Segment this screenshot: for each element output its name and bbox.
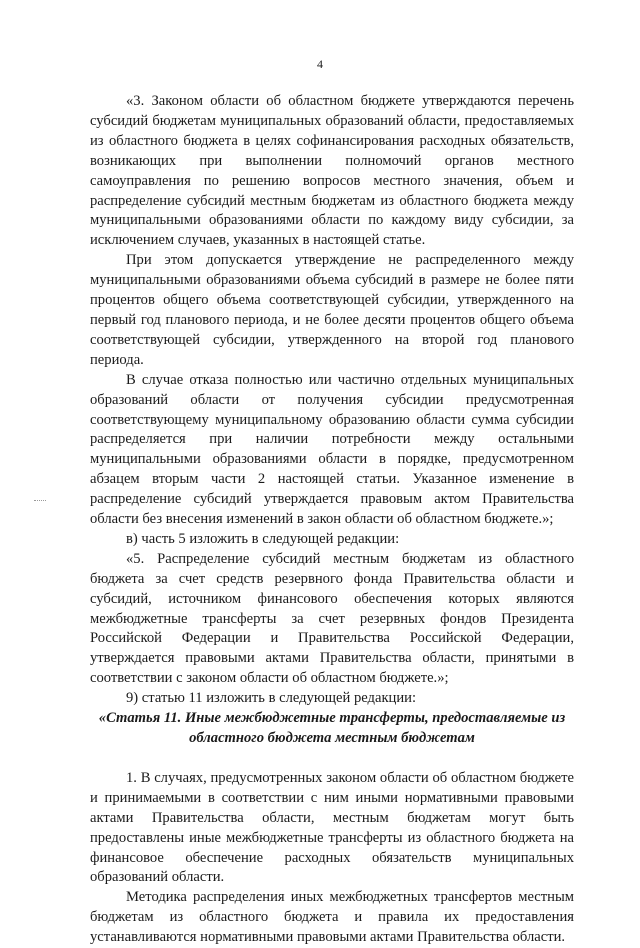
paragraph-part-3: «3. Законом области об областном бюджете утверждаются перечень субсидий бюджетам муниципальных образований области, предоставляемых из областного бюджета в целях софинансирования расходных обязательств, возникающих при выполнении полномочий органов местного самоуправления по решению вопросов местного значения, объем и распределение субсидий местным бюджетам из областного бюджета между муниципальными образованиями области по каждому виду субсидии, за исключением случаев, указанных в настоящей статье. xyxy=(90,93,574,249)
paragraph-methodology: Методика распределения иных межбюджетных трансфертов местным бюджетам из областного бюджета и правила их предоставления устанавливаются нормативными правовыми актами Правительства области. xyxy=(90,889,574,946)
page-number: 4 xyxy=(317,57,323,71)
paragraph-amend-article-11: 9) статью 11 изложить в следующей редакции: xyxy=(126,690,417,707)
paragraph-undistributed-subsidies: При этом допускается утверждение не распределенного между муниципальными образованиями объема субсидий в размере не более пяти процентов общего объема соответствующей субсидии, утвержденного на первый год планового периода, и не более десяти процентов общего объема соответствующей субсидии, утвержденного на второй год планового периода. xyxy=(90,252,574,368)
paragraph-amend-part-5: в) часть 5 изложить в следующей редакции: xyxy=(126,530,400,547)
margin-mark xyxy=(34,500,46,504)
paragraph-refusal-case: В случае отказа полностью или частично отдельных муниципальных образований области от получения субсидии предусмотренная соответствующему муниципальному образованию области сумма субсидии распределяется при наличии потребности между остальными муниципальными образованиями области в порядке, предусмотренном абзацем вторым части 2 настоящей статьи. Указанное изменение в распределение субсидий утверждается правовым актом Правительства области без внесения изменений в закон области об областном бюджете.»; xyxy=(90,371,574,528)
article-11-heading: «Статья 11. Иные межбюджетные трансферты, предоставляемые из областного бюджета местным бюджетам xyxy=(98,710,566,746)
document-body xyxy=(90,92,574,948)
paragraph-article-11-part-1: 1. В случаях, предусмотренных законом области об областном бюджете и принимаемыми в соответствии с ним иными нормативными правовыми актами Правительства области, местным бюджетам могут быть предоставлены иные межбюджетные трансферты из областного бюджета на финансовое обеспечение расходных обязательств муниципальных образований области. xyxy=(90,769,574,886)
paragraph-part-5: «5. Распределение субсидий местным бюджетам из областного бюджета за счет средств резервного фонда Правительства области и субсидий, источником финансового обеспечения которых являются межбюджетные трансферты за счет резервных фондов Президента Российской Федерации и Правительства Российской Федерации, утверждается правовыми актами Правительства области, принятыми в соответствии с законом области об областном бюджете.»; xyxy=(90,550,574,687)
